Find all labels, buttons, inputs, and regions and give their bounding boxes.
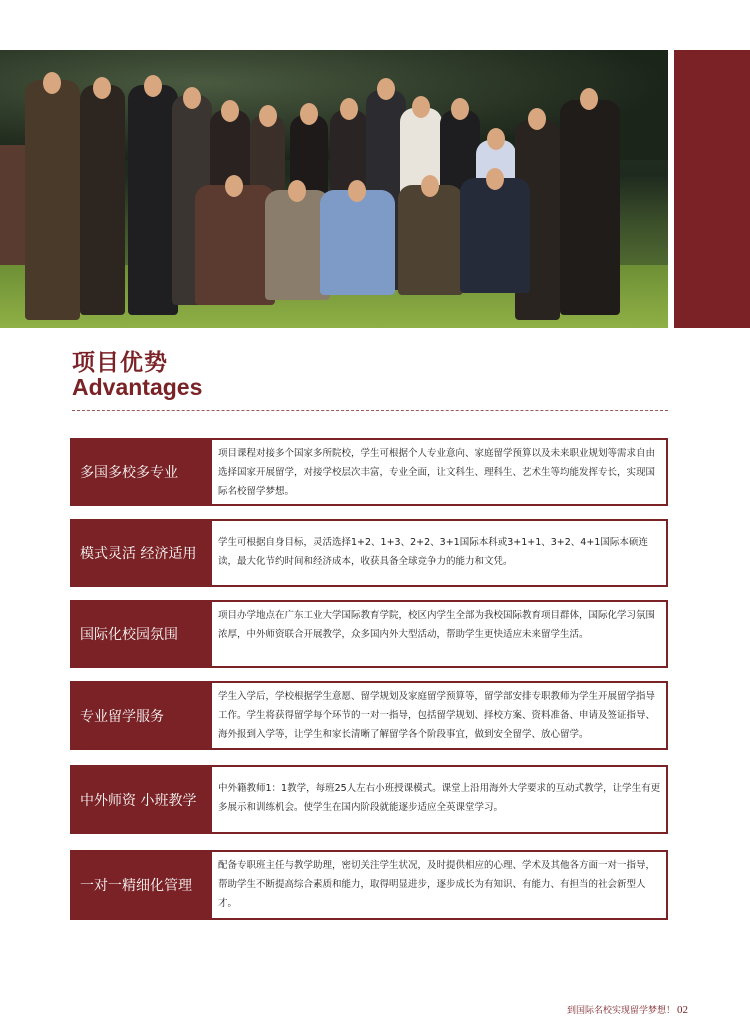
advantage-label: 多国多校多专业 — [72, 440, 212, 504]
decorative-side-bar — [674, 50, 750, 328]
advantage-item — [70, 600, 668, 668]
page-number: 02 — [677, 1004, 689, 1016]
section-title-en: Advantages — [72, 374, 203, 400]
section-title-cn: 项目优势 — [72, 350, 168, 376]
advantage-item — [70, 681, 668, 750]
advantage-label: 模式灵活 经济适用 — [72, 521, 212, 585]
advantage-label: 一对一精细化管理 — [72, 852, 212, 918]
person — [128, 85, 178, 315]
person — [560, 100, 620, 315]
advantage-label: 中外师资 小班教学 — [72, 767, 212, 832]
advantage-description: 项目课程对接多个国家多所院校，学生可根据个人专业意向、家庭留学预算以及未来职业规划等需求自由选择国家开展留学，对接学校层次丰富，专业全面，让文科生、理科生、艺术生等均能发挥专长，实现国际名校留学梦想。 — [218, 448, 656, 497]
advantage-description: 学生可根据自身目标，灵活选择1+2、1+3、2+2、3+1国际本科或3+1+1、3+2、4+1国际本硕连读，最大化节约时间和经济成本，收获具备全球竞争力的能力和文凭。 — [218, 537, 648, 567]
advantage-label: 国际化校园氛围 — [72, 602, 212, 666]
person — [398, 185, 463, 295]
page-footer — [567, 1003, 688, 1016]
advantage-description: 项目办学地点在广东工业大学国际教育学院，校区内学生全部为我校国际教育项目群体，国际化学习氛围浓厚，中外师资联合开展教学，众多国内外大型活动，帮助学生更快适应未来留学生活。 — [218, 610, 656, 640]
footer-slogan: 到国际名校实现留学梦想！ — [567, 1006, 676, 1016]
person — [195, 185, 275, 305]
person — [460, 178, 530, 293]
advantage-item — [70, 519, 668, 587]
advantage-label: 专业留学服务 — [72, 683, 212, 748]
person — [80, 85, 125, 315]
advantage-description: 中外籍教师1：1教学，每班25人左右小班授课模式。课堂上沿用海外大学要求的互动式教学，让学生有更多展示和训练机会。使学生在国内阶段就能逐步适应全英课堂学习。 — [218, 783, 661, 813]
advantage-item — [70, 765, 668, 834]
dashed-divider — [72, 410, 668, 411]
advantage-description: 配备专职班主任与教学助理，密切关注学生状况，及时提供相应的心理、学术及其他各方面一对一指导，帮助学生不断提高综合素质和能力，取得明显进步，逐步成长为有知识、有能力、有担当的社会新型人才。 — [218, 860, 656, 909]
person — [320, 190, 395, 295]
advantage-description: 学生入学后，学校根据学生意愿、留学规划及家庭留学预算等，留学部安排专职教师为学生开展留学指导工作。学生将获得留学每个环节的一对一指导，包括留学规划、择校方案、资料准备、申请及签证指导、海外报到入学等，让学生和家长清晰了解留学各个阶段事宜，做到安全留学、放心留学。 — [218, 691, 656, 740]
person — [25, 80, 80, 320]
group-photo — [0, 50, 668, 328]
advantage-item — [70, 850, 668, 920]
advantage-item — [70, 438, 668, 506]
